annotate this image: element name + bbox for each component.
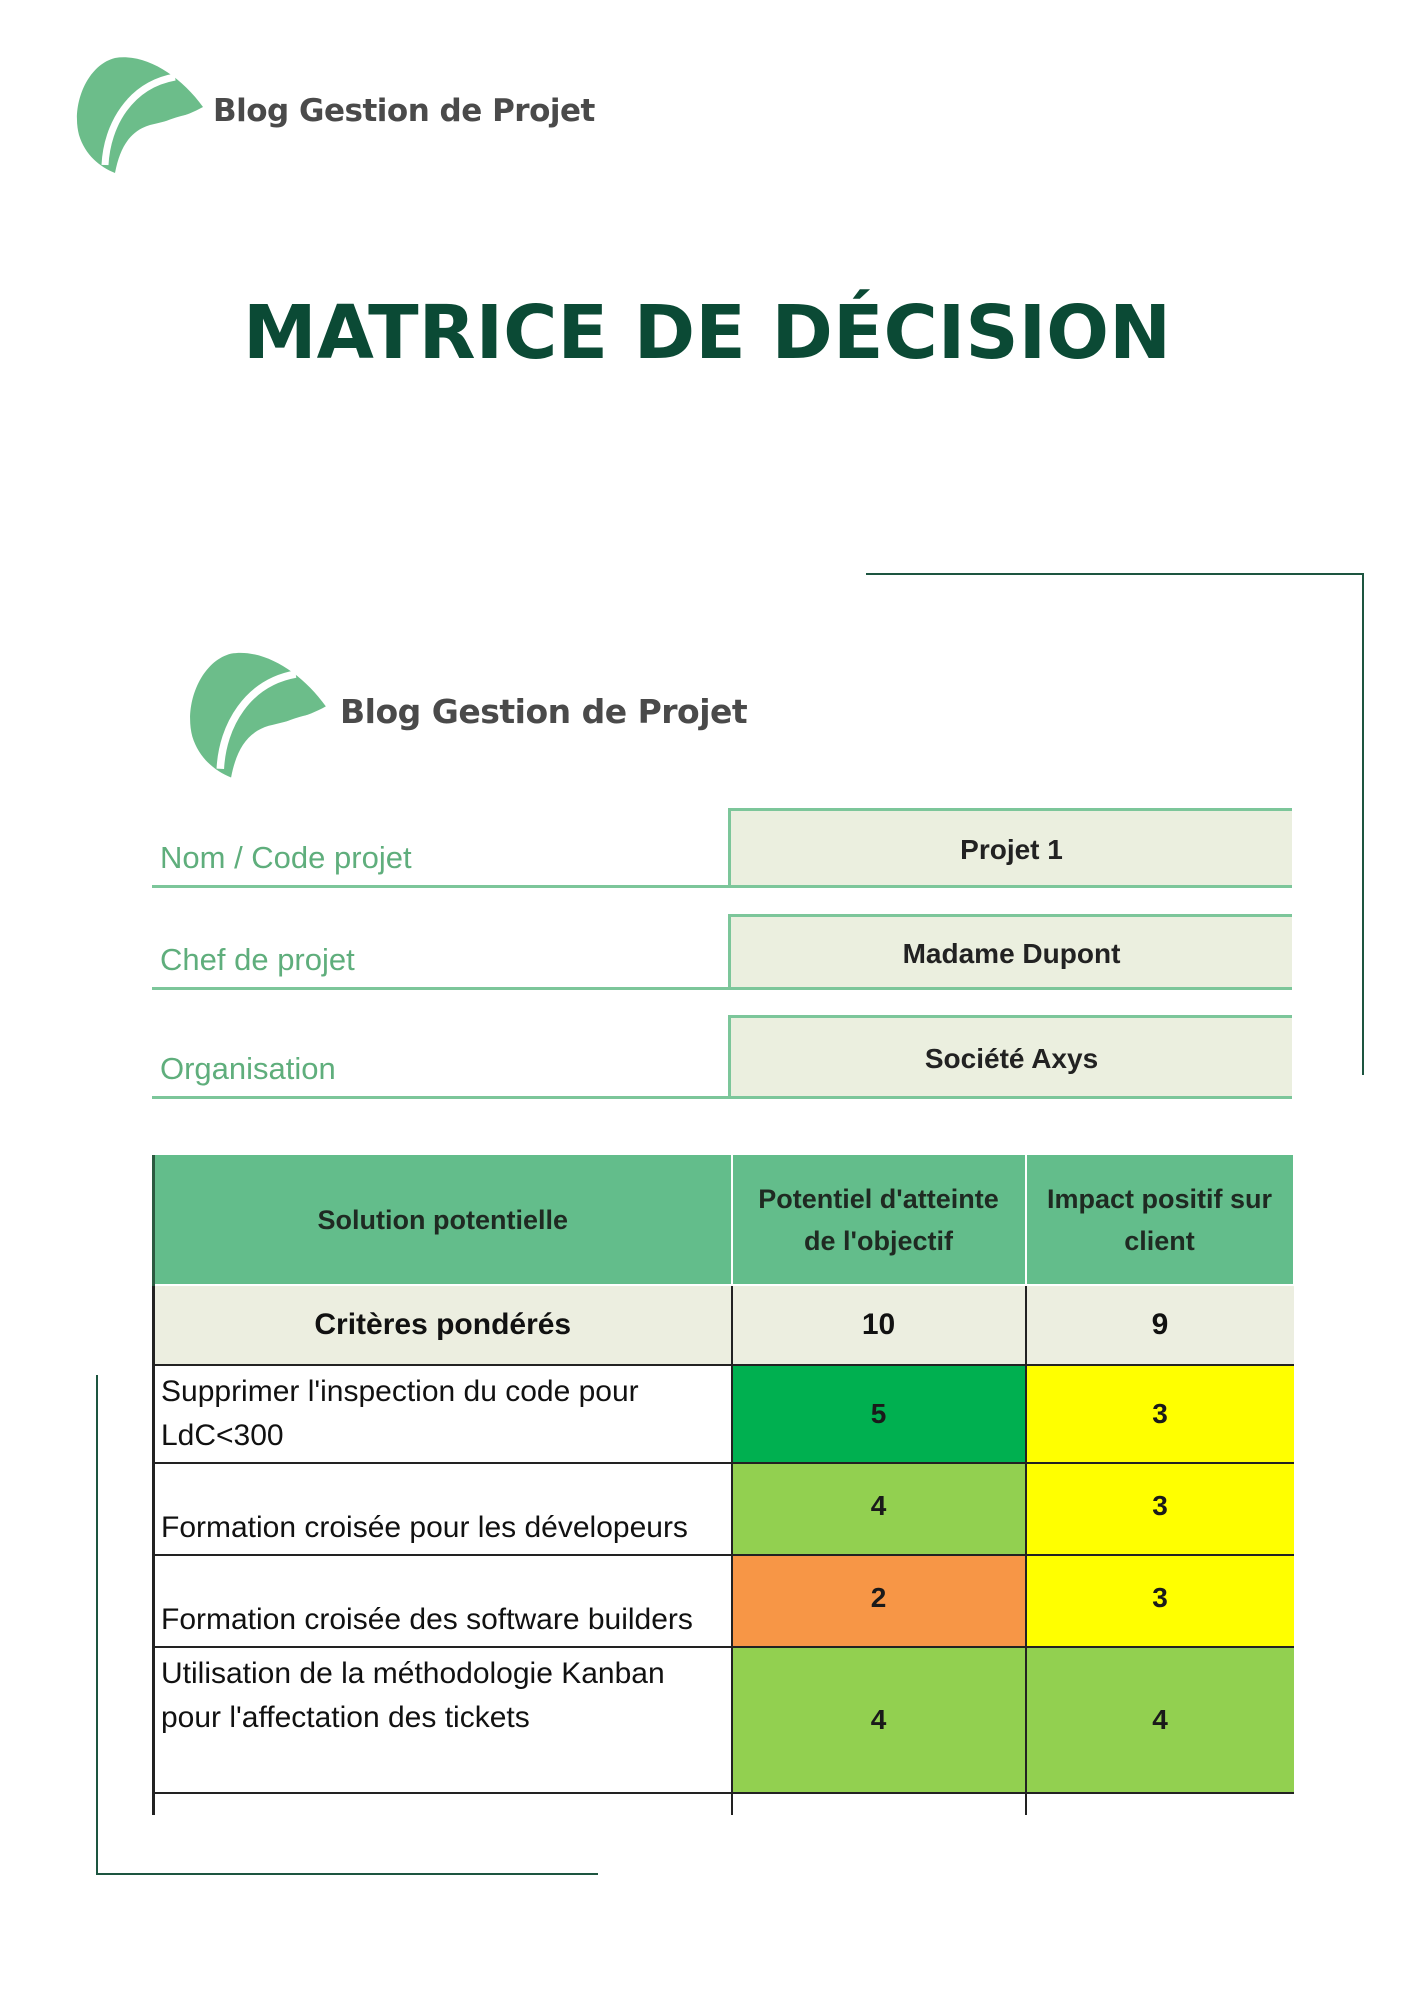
score-cell: 4 <box>1026 1647 1294 1793</box>
info-value-organisation: Société Axys <box>728 1015 1292 1099</box>
solution-line: LdC<300 <box>161 1419 284 1452</box>
solution-line: Utilisation de la méthodologie Kanban <box>161 1657 665 1690</box>
solution-cell: Formation croisée pour les dévelopeurs <box>154 1463 732 1555</box>
sheet-logo <box>188 650 748 785</box>
weights-row <box>154 1285 1294 1365</box>
info-underline <box>152 1096 1292 1099</box>
frame-line-bottom <box>96 1873 598 1875</box>
column-header-solution-label: Solution potentielle <box>317 1204 568 1235</box>
solution-cell: Formation croisée des software builders <box>154 1555 732 1647</box>
info-label-manager: Chef de projet <box>160 942 355 977</box>
table-row <box>154 1365 1294 1463</box>
score-cell: 5 <box>732 1365 1026 1463</box>
matrix-header-row <box>154 1155 1294 1285</box>
info-row-organisation <box>152 1015 1292 1099</box>
solution-cell <box>154 1647 732 1793</box>
column-header-potential-line1: Potentiel d'atteinte <box>758 1183 999 1214</box>
empty-cell <box>154 1793 732 1815</box>
info-label-organisation: Organisation <box>160 1051 336 1086</box>
column-header-potential-line2: de l'objectif <box>804 1225 953 1256</box>
column-header-solution <box>154 1155 732 1285</box>
weights-label: Critères pondérés <box>154 1285 732 1365</box>
solution-cell <box>154 1365 732 1463</box>
table-row <box>154 1555 1294 1647</box>
info-value-manager: Madame Dupont <box>728 914 1292 990</box>
column-header-impact-line1: Impact positif sur <box>1046 1183 1273 1214</box>
score-cell: 2 <box>732 1555 1026 1647</box>
weight-potential: 10 <box>732 1285 1026 1365</box>
sheet-brand: Blog Gestion de Projet <box>340 692 748 731</box>
page-title: MATRICE DE DÉCISION <box>243 290 1171 376</box>
solution-line: pour l'affectation des tickets <box>161 1701 530 1734</box>
header-logo <box>75 55 595 180</box>
decision-matrix <box>152 1155 1295 1815</box>
table-row <box>154 1647 1294 1793</box>
info-underline <box>152 987 1292 990</box>
column-header-potential <box>732 1155 1026 1285</box>
info-value-project: Projet 1 <box>728 808 1292 888</box>
column-header-impact-line2: client <box>1124 1225 1195 1256</box>
score-cell: 4 <box>732 1647 1026 1793</box>
score-cell: 3 <box>1026 1555 1294 1647</box>
empty-cell <box>1026 1793 1294 1815</box>
info-row-manager <box>152 914 1292 990</box>
table-row <box>154 1463 1294 1555</box>
score-cell: 3 <box>1026 1365 1294 1463</box>
logo-icon <box>188 650 328 780</box>
frame-line-left <box>96 1375 98 1875</box>
score-cell: 4 <box>732 1463 1026 1555</box>
solution-line: Supprimer l'inspection du code pour <box>161 1375 639 1408</box>
info-label-project: Nom / Code projet <box>160 840 412 875</box>
frame-line-top <box>866 573 1364 575</box>
info-row-project <box>152 808 1292 888</box>
empty-cell <box>732 1793 1026 1815</box>
logo-icon <box>75 55 205 175</box>
column-header-impact <box>1026 1155 1294 1285</box>
header-brand: Blog Gestion de Projet <box>213 93 595 129</box>
score-cell: 3 <box>1026 1463 1294 1555</box>
info-underline <box>152 885 1292 888</box>
table-row-cut <box>154 1793 1294 1815</box>
frame-line-right <box>1362 573 1364 1075</box>
weight-impact: 9 <box>1026 1285 1294 1365</box>
